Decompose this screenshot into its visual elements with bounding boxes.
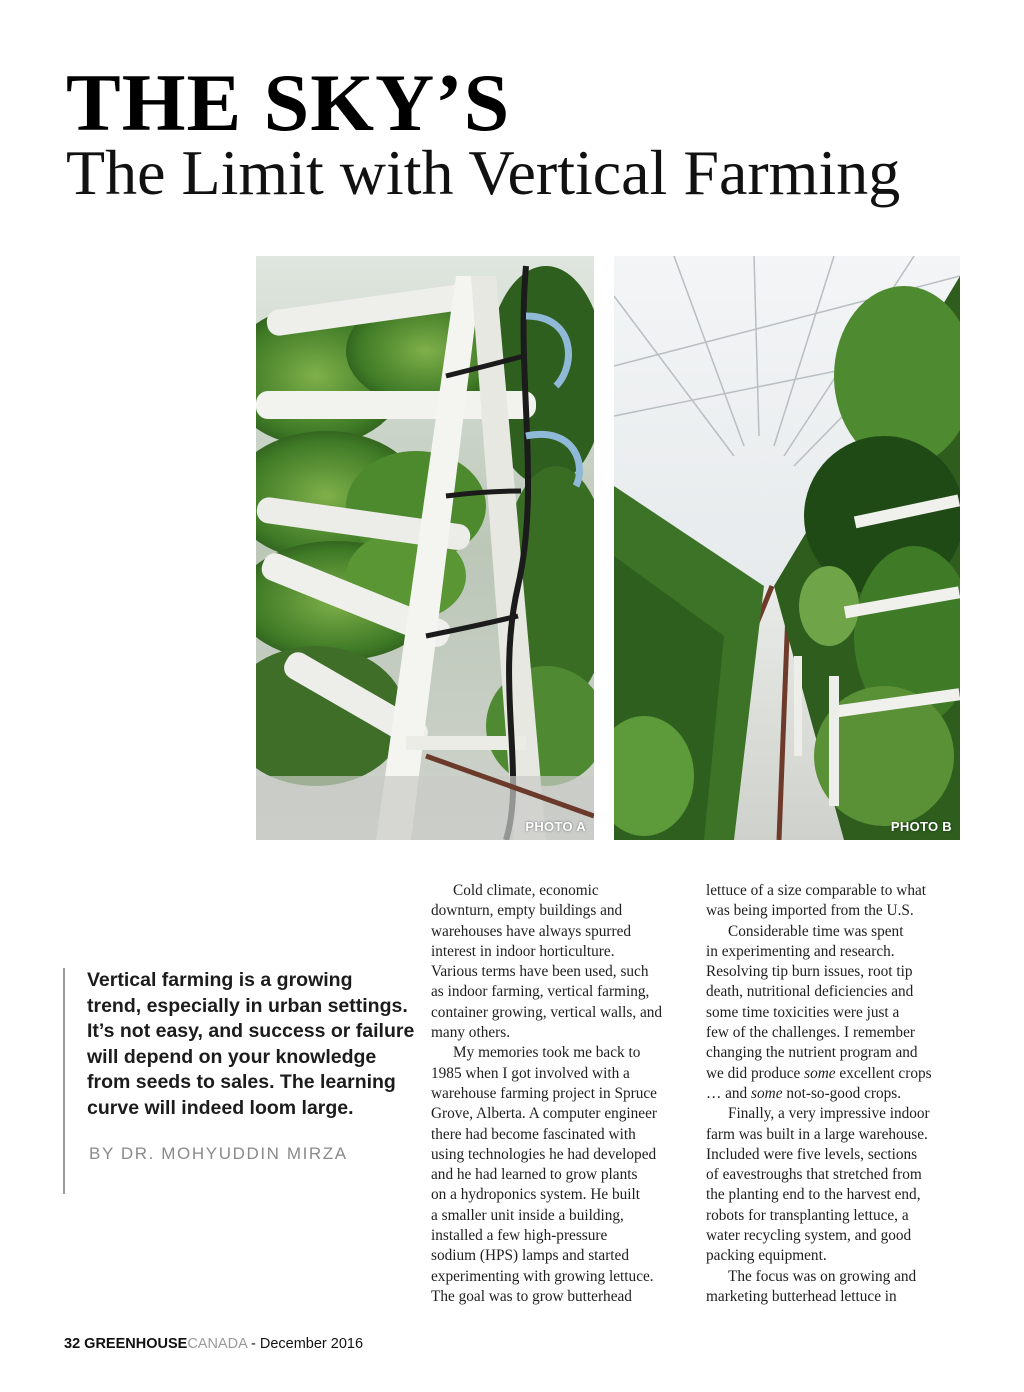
photo-b-image [614,256,960,840]
text-line: there had become fascinated with [431,1125,636,1143]
text-line: Included were five levels, sections [706,1145,918,1163]
text-line: marketing butterhead lettuce in [706,1287,897,1305]
text-line: warehouse farming project in Spruce [431,1084,657,1102]
text-line: My memories took me back to [453,1044,641,1062]
byline: BY DR. MOHYUDDIN MIRZA [89,1144,348,1163]
pull-quote-line: curve will indeed loom large. [87,1096,354,1119]
text-line: interest in indoor horticulture. [431,942,615,960]
text-line: farm was built in a large warehouse. [706,1125,928,1143]
text-line: the planting end to the harvest end, [706,1186,921,1204]
text-emphasis: some [751,1084,783,1102]
text-line: lettuce of a size comparable to what [706,882,927,899]
text-line: in experimenting and research. [706,942,895,960]
text-line: a smaller unit inside a building, [431,1206,624,1224]
text-line: Cold climate, economic [453,882,599,899]
pull-quote [63,968,413,1194]
pull-quote-line: will depend on your knowledge [87,1045,377,1068]
text-line: water recycling system, and good [706,1227,912,1245]
text-line: The focus was on growing and [728,1267,917,1285]
text-emphasis: some [804,1064,836,1082]
photo-a-image [256,256,594,840]
text-line: Finally, a very impressive indoor [728,1105,930,1123]
pull-quote-line: It’s not easy, and success or failure [87,1020,415,1042]
text-line: downturn, empty buildings and [431,902,623,920]
page-number: 32 [64,1336,81,1352]
text-line: Resolving tip burn issues, root tip [706,963,913,981]
photo-a-label: PHOTO A [525,819,586,834]
text-line: experimenting with growing lettuce. [431,1267,654,1285]
article-column-2 [706,881,964,1307]
article-column-1 [431,881,689,1307]
headline: THE SKY’S [66,57,511,148]
pull-quote-line: trend, especially in urban settings. [87,994,408,1017]
text-line: and he had learned to grow plants [431,1166,638,1184]
pull-quote-line: from seeds to sales. The learning [87,1071,396,1093]
pull-quote-text [87,968,413,1121]
text-line: changing the nutrient program and [706,1044,918,1062]
text-segment: excellent crops [835,1064,932,1082]
text-line-mixed [706,1084,964,1104]
subheadline: The Limit with Vertical Farming [66,137,901,208]
magazine-name-suffix: CANADA [187,1336,247,1352]
text-line: robots for transplanting lettuce, a [706,1206,909,1224]
text-line: sodium (HPS) lamps and started [431,1247,629,1265]
text-line: The goal was to grow butterhead [431,1287,632,1305]
text-line: of eavestroughs that stretched from [706,1166,922,1184]
text-line: some time toxicities were just a [706,1003,900,1021]
text-line-mixed [706,1064,964,1084]
text-line: container growing, vertical walls, and [431,1003,663,1021]
text-line: warehouses have always spurred [431,922,632,940]
text-segment: we did produce [706,1064,805,1082]
text-segment: … and [706,1084,752,1102]
magazine-name: GREENHOUSE [84,1336,188,1352]
text-line: 1985 when I got involved with a [431,1064,630,1082]
pull-quote-line: Vertical farming is a growing [87,969,353,991]
text-line: death, nutritional deficiencies and [706,983,914,1001]
text-line: installed a few high-pressure [431,1227,608,1245]
text-segment: not-so-good crops. [782,1084,902,1102]
issue-date: - December 2016 [250,1336,364,1352]
text-line: packing equipment. [706,1247,827,1265]
photo-b-label: PHOTO B [890,819,952,834]
text-line: as indoor farming, vertical farming, [431,983,650,1001]
text-line: few of the challenges. I remember [706,1024,915,1042]
page-footer [64,1336,363,1352]
text-line: was being imported from the U.S. [706,902,914,920]
text-line: Grove, Alberta. A computer engineer [431,1105,657,1123]
photo-b [614,256,960,840]
text-line: Various terms have been used, such [431,963,649,981]
text-line: on a hydroponics system. He built [431,1186,641,1204]
text-line: many others. [431,1024,511,1042]
text-line: Considerable time was spent [728,922,904,940]
photo-a [256,256,594,840]
text-line: using technologies he had developed [431,1145,657,1163]
